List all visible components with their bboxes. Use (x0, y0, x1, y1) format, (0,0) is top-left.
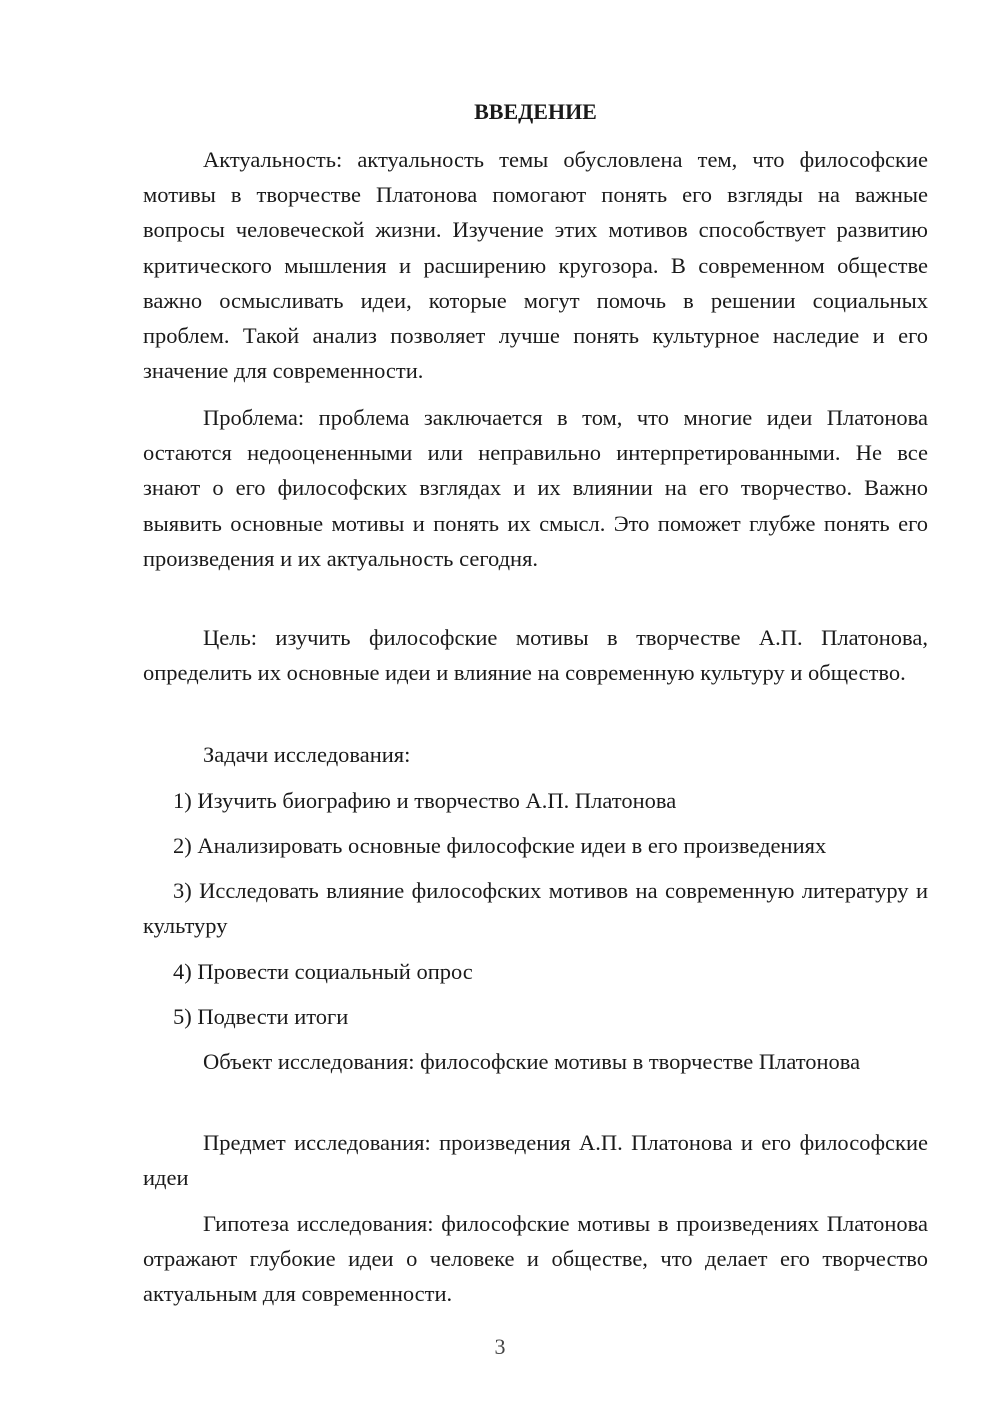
task-item-3: 3) Исследовать влияние философских мотивов на современную литературу и культуру (143, 878, 928, 939)
paragraph-object: Объект исследования: философские мотивы в творчестве Платонова (203, 1049, 861, 1074)
paragraph-problem: Проблема: проблема заключается в том, что многие идеи Платонова остаются недооцененными или неправильно интерпретированными. Не все знают о его философских взглядах и их влиянии на его творчество. Важно выявить основные мотивы и понять их смысл. Это поможет глубже понять его произведения и их актуальность сегодня. (143, 405, 928, 571)
paragraph-subject: Предмет исследования: произведения А.П. Платонова и его философские идеи (143, 1130, 928, 1191)
task-item-4: 4) Провести социальный опрос (173, 959, 473, 984)
paragraph-hypothesis: Гипотеза исследования: философские мотивы в произведениях Платонова отражают глубокие идеи о человеке и обществе, что делает его творчество актуальным для современности. (143, 1211, 928, 1307)
tasks-heading: Задачи исследования: (203, 742, 411, 767)
paragraph-relevance: Актуальность: актуальность темы обусловлена тем, что философские мотивы в творчестве Платонова помогают понять его взгляды на важные вопросы человеческой жизни. Изучение этих мотивов способствует развитию критического мышления и расширению кругозора. В современном обществе важно осмысливать идеи, которые могут помочь в решении социальных проблем. Такой анализ позволяет лучше понять культурное наследие и его значение для современности. (143, 147, 928, 384)
paragraph-goal: Цель: изучить философские мотивы в творчестве А.П. Платонова, определить их основные идеи и влияние на современную культуру и общество. (143, 625, 928, 686)
task-item-2: 2) Анализировать основные философские идеи в его произведениях (173, 833, 827, 858)
task-item-1: 1) Изучить биографию и творчество А.П. Платонова (173, 788, 677, 813)
task-item-5: 5) Подвести итоги (173, 1004, 349, 1029)
page-title: ВВЕДЕНИЕ (474, 99, 597, 124)
page-number: 3 (494, 1334, 506, 1359)
